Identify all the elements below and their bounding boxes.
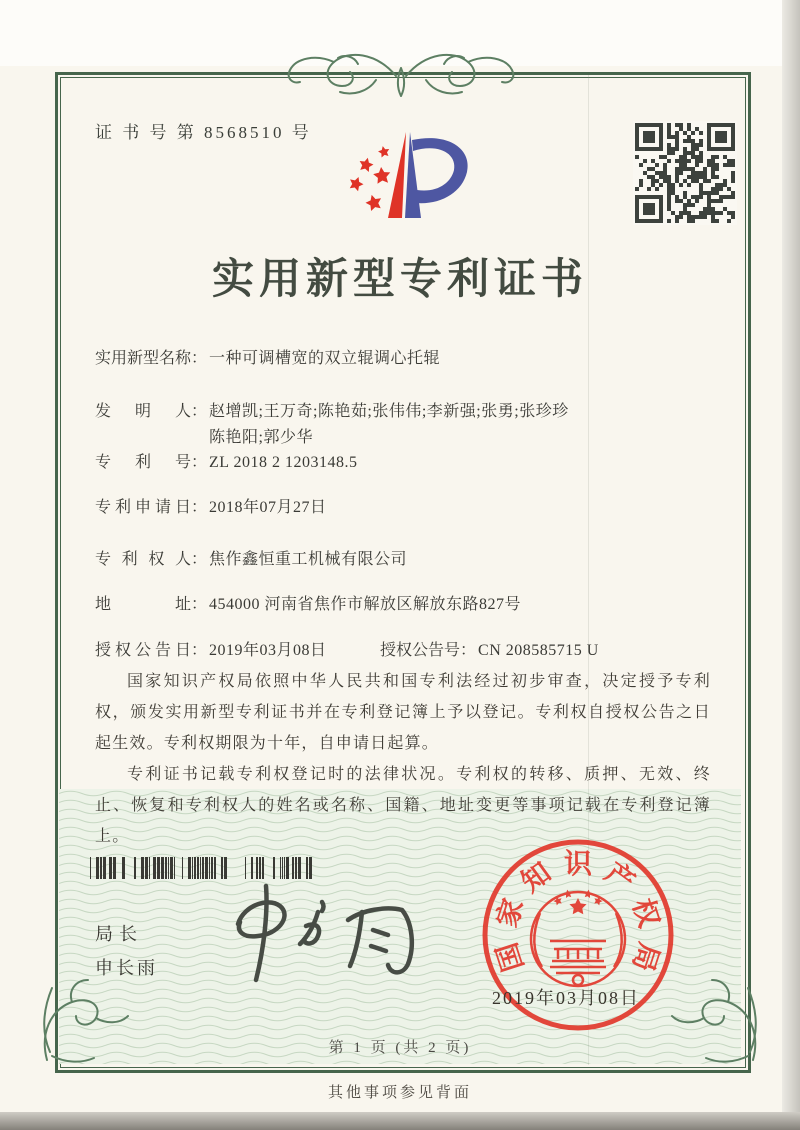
field-value: 焦作鑫恒重工机械有限公司 — [209, 551, 408, 568]
cnipa-logo-icon — [328, 126, 492, 240]
svg-text:权: 权 — [625, 895, 665, 932]
handwritten-signature-icon — [210, 878, 435, 988]
svg-text:识: 识 — [563, 849, 593, 880]
field-label: 授权公告号 — [380, 642, 461, 659]
svg-text:知: 知 — [516, 857, 558, 899]
field-value: 一种可调槽宽的双立辊调心托辊 — [209, 350, 441, 367]
field-value: 赵增凯;王万奇;陈艳茹;张伟伟;李新强;张勇;张珍珍 — [209, 403, 569, 420]
colon: ： — [191, 403, 208, 420]
page-number: 第 1 页 (共 2 页) — [328, 1040, 472, 1056]
photo-right-edge — [782, 0, 800, 1130]
field-value: 2018年07月27日 — [209, 499, 327, 516]
field-label: 专利申请日 — [95, 499, 191, 516]
colon: ： — [191, 551, 208, 568]
field-label: 发明人 — [95, 403, 191, 420]
field-value: ZL 2018 2 1203148.5 — [209, 454, 358, 471]
svg-text:产: 产 — [598, 857, 640, 899]
dragon-scroll-ornament-icon — [258, 42, 544, 100]
field-label: 专利号 — [95, 454, 191, 471]
certificate-title: 实用新型专利证书 — [211, 257, 588, 303]
field-value: 454000 河南省焦作市解放区解放东路827号 — [209, 596, 522, 613]
field-row-name — [95, 345, 440, 368]
colon: ： — [460, 642, 477, 659]
director-name: 申长雨 — [95, 958, 158, 978]
svg-text:家: 家 — [491, 895, 531, 932]
field-row-patent-no — [95, 449, 357, 472]
field-row-filing-date — [95, 494, 327, 517]
colon: ： — [191, 596, 208, 613]
field-row-grant — [95, 637, 599, 660]
field-row-address — [95, 591, 521, 614]
back-side-note: 其他事项参见背面 — [327, 1085, 472, 1101]
legal-status-paragraph: 专利证书记载专利权登记时的法律状况。专利权的转移、质押、无效、终止、恢复和专利权人的姓名或名称、国籍、地址变更等事项记载在专利登记簿上。 — [95, 766, 711, 845]
svg-text:国: 国 — [491, 938, 531, 975]
field-grant-no — [380, 637, 599, 660]
photo-bottom-edge — [0, 1112, 800, 1130]
qr-code-icon — [633, 121, 737, 225]
director-label: 局长 — [95, 924, 143, 944]
colon: ： — [191, 454, 208, 471]
body-text — [95, 666, 711, 852]
field-value: CN 208585715 U — [478, 642, 599, 659]
field-label: 地址 — [95, 596, 191, 613]
field-row-inventors-line2 — [209, 424, 313, 447]
barcode-icon — [90, 857, 314, 879]
seal-date: 2019年03月08日 — [492, 988, 640, 1008]
field-label: 专利权人 — [95, 551, 191, 568]
field-row-patentee — [95, 546, 407, 569]
field-label: 授权公告日 — [95, 642, 191, 659]
field-value: 陈艳阳;郭少华 — [209, 429, 313, 446]
colon: ： — [191, 642, 208, 659]
colon: ： — [191, 350, 208, 367]
colon: ： — [191, 499, 208, 516]
grant-paragraph: 国家知识产权局依照中华人民共和国专利法经过初步审查，决定授予专利权，颁发实用新型专利证书并在专利登记簿上予以登记。专利权自授权公告之日起生效。专利权期限为十年，自申请日起算。 — [95, 673, 711, 752]
field-label: 实用新型名称 — [95, 350, 192, 367]
certificate-number: 证 书 号 第 8568510 号 — [95, 123, 312, 142]
svg-text:局: 局 — [625, 938, 665, 975]
field-row-inventors — [95, 398, 569, 421]
field-value: 2019年03月08日 — [209, 642, 327, 659]
